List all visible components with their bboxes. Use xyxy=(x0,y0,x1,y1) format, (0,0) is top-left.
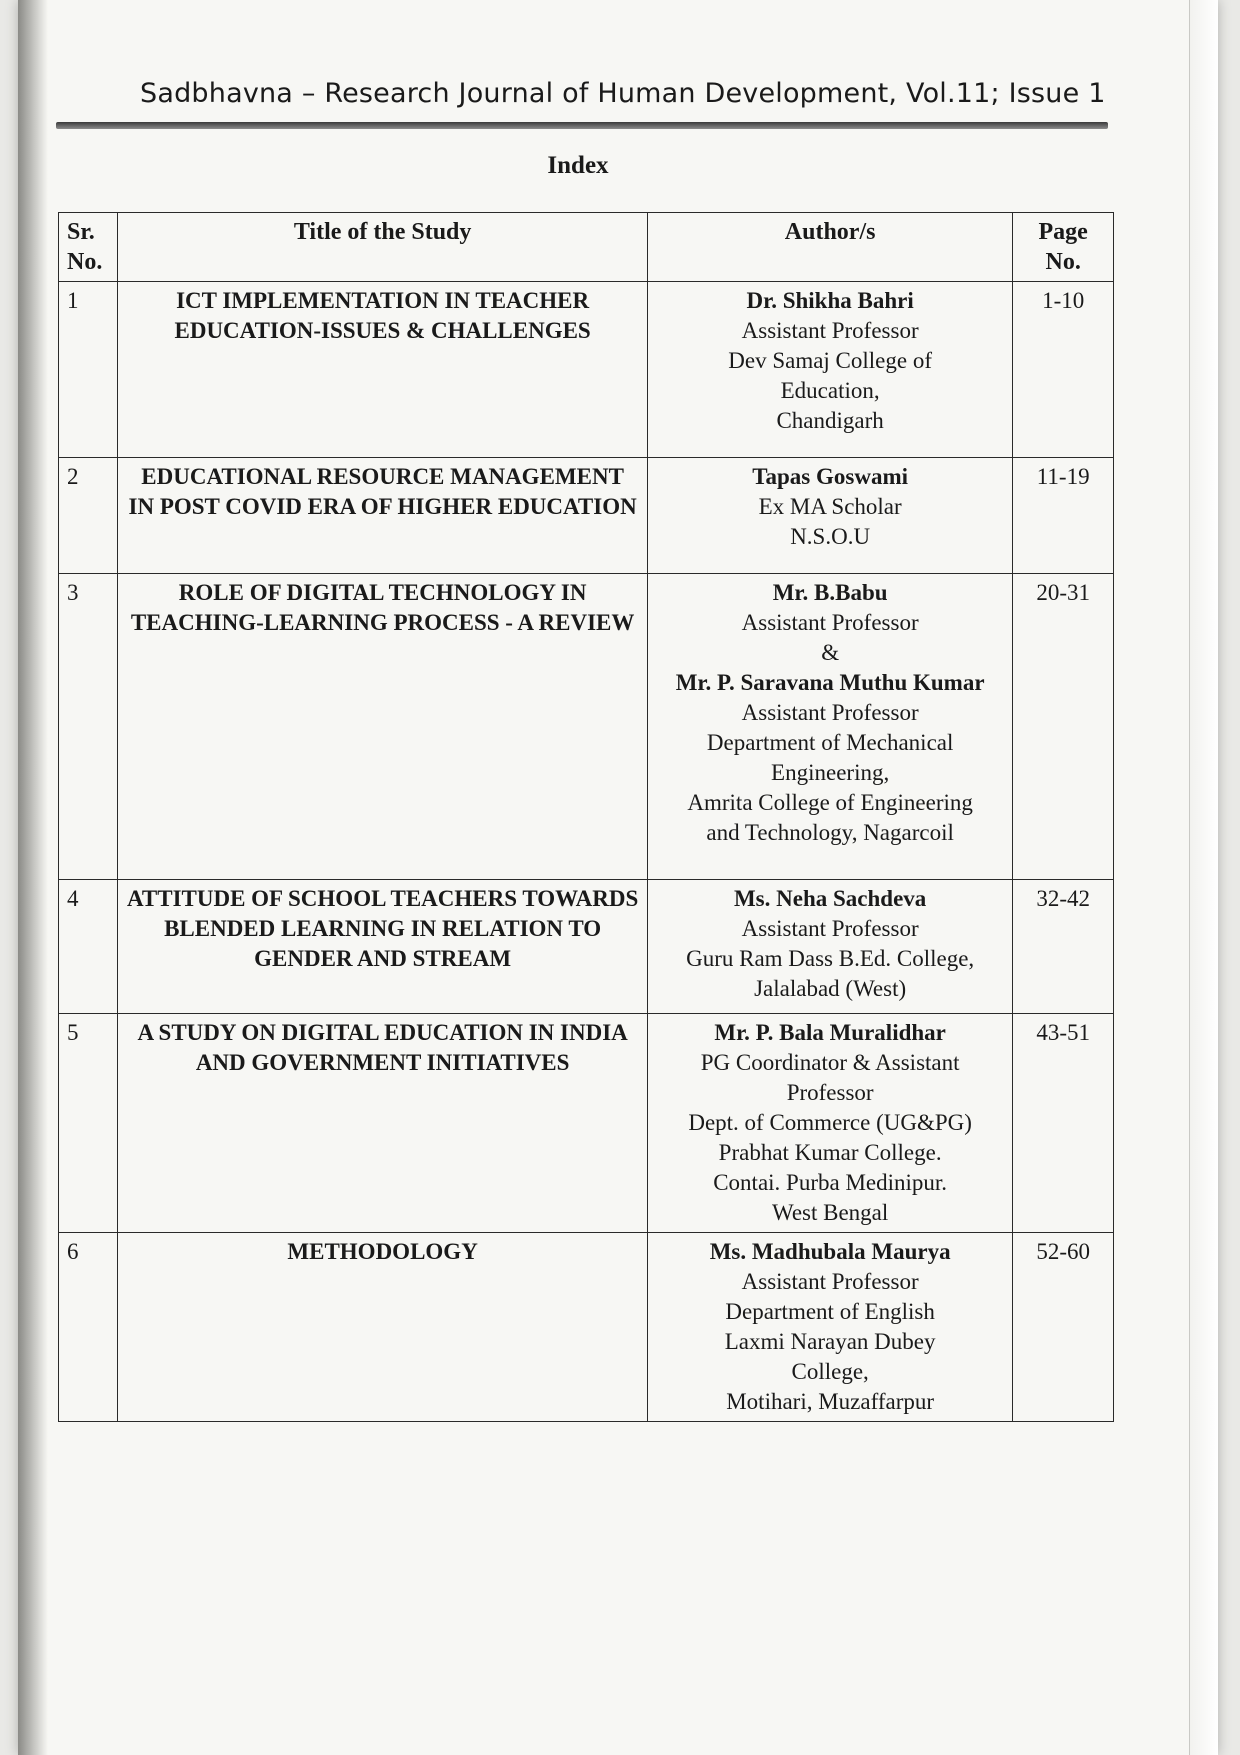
author-affiliation-line: Laxmi Narayan Dubey xyxy=(724,1329,936,1354)
journal-header: Sadbhavna – Research Journal of Human Development, Vol.11; Issue 1 xyxy=(140,78,1106,109)
study-title: A STUDY ON DIGITAL EDUCATION IN INDIA AND GOVERNMENT INITIATIVES xyxy=(118,1014,648,1233)
header-divider xyxy=(56,122,1108,129)
author-name: Ms. Madhubala Maurya xyxy=(709,1239,951,1264)
author-affiliation-line: N.S.O.U xyxy=(790,524,871,549)
table-row xyxy=(59,282,1114,458)
study-title: ATTITUDE OF SCHOOL TEACHERS TOWARDS BLENDED LEARNING IN RELATION TO GENDER AND STREAM xyxy=(118,880,648,1014)
author-affiliation-line: Assistant Professor xyxy=(741,1269,919,1294)
document-page xyxy=(18,0,1218,1755)
study-title: ICT IMPLEMENTATION IN TEACHER EDUCATION-ISSUES & CHALLENGES xyxy=(118,282,648,458)
serial-number: 2 xyxy=(59,458,118,574)
author-affiliation-line: West Bengal xyxy=(771,1200,889,1225)
author-name: Dr. Shikha Bahri xyxy=(746,288,914,313)
author-name: Mr. P. Bala Muralidhar xyxy=(714,1020,946,1045)
author-affiliation-line: Amrita College of Engineering xyxy=(687,790,973,815)
column-header-sr-no: Sr. No. xyxy=(59,213,118,282)
column-header-title: Title of the Study xyxy=(118,213,648,282)
author-name: Mr. P. Saravana Muthu Kumar xyxy=(675,670,985,695)
author-affiliation-line: Assistant Professor xyxy=(741,610,919,635)
page-range: 32-42 xyxy=(1013,880,1114,1014)
author-affiliation-line: Motihari, Muzaffarpur xyxy=(726,1389,935,1414)
column-header-page-no: Page No. xyxy=(1013,213,1114,282)
index-table xyxy=(58,212,1114,1422)
serial-number: 5 xyxy=(59,1014,118,1233)
serial-number: 4 xyxy=(59,880,118,1014)
table-row xyxy=(59,1014,1114,1233)
table-header-row xyxy=(59,213,1114,282)
author-affiliation-line: Education, xyxy=(780,378,880,403)
table-row xyxy=(59,574,1114,880)
page-right-edge xyxy=(1189,0,1218,1755)
page-range: 11-19 xyxy=(1013,458,1114,574)
table-row xyxy=(59,1233,1114,1422)
authors-cell xyxy=(647,880,1012,1014)
page-range: 1-10 xyxy=(1013,282,1114,458)
index-heading: Index xyxy=(547,152,609,179)
study-title: ROLE OF DIGITAL TECHNOLOGY IN TEACHING-LEARNING PROCESS - A REVIEW xyxy=(118,574,648,880)
author-affiliation-line: Assistant Professor xyxy=(741,700,919,725)
serial-number: 3 xyxy=(59,574,118,880)
author-affiliation-line: Prabhat Kumar College. xyxy=(718,1140,942,1165)
table-body xyxy=(59,282,1114,1422)
author-affiliation-line: Professor xyxy=(786,1080,874,1105)
author-affiliation-line: Engineering, xyxy=(771,760,890,785)
author-name: Mr. B.Babu xyxy=(772,580,888,605)
authors-cell xyxy=(647,282,1012,458)
author-name: Tapas Goswami xyxy=(752,464,908,489)
author-affiliation-line: Department of Mechanical xyxy=(706,730,954,755)
author-affiliation-line: Ex MA Scholar xyxy=(758,494,902,519)
page-range: 20-31 xyxy=(1013,574,1114,880)
author-name: Ms. Neha Sachdeva xyxy=(733,886,927,911)
author-affiliation-line: PG Coordinator & Assistant xyxy=(700,1050,960,1075)
author-affiliation-line: College, xyxy=(791,1359,869,1384)
author-affiliation-line: Assistant Professor xyxy=(741,318,919,343)
author-separator: & xyxy=(821,640,840,665)
author-affiliation-line: Assistant Professor xyxy=(741,916,919,941)
author-affiliation-line: Contai. Purba Medinipur. xyxy=(713,1170,948,1195)
author-affiliation-line: Jalalabad (West) xyxy=(754,976,907,1001)
author-affiliation-line: Chandigarh xyxy=(776,408,884,433)
page-range: 52-60 xyxy=(1013,1233,1114,1422)
authors-cell xyxy=(647,1014,1012,1233)
table-row xyxy=(59,880,1114,1014)
author-affiliation-line: Dev Samaj College of xyxy=(728,348,933,373)
author-affiliation-line: Dept. of Commerce (UG&PG) xyxy=(688,1110,972,1135)
serial-number: 1 xyxy=(59,282,118,458)
table-row xyxy=(59,458,1114,574)
study-title: METHODOLOGY xyxy=(118,1233,648,1422)
study-title: EDUCATIONAL RESOURCE MANAGEMENT IN POST COVID ERA OF HIGHER EDUCATION xyxy=(118,458,648,574)
authors-cell xyxy=(647,1233,1012,1422)
author-affiliation-line: and Technology, Nagarcoil xyxy=(706,820,954,845)
author-affiliation-line: Department of English xyxy=(725,1299,935,1324)
authors-cell xyxy=(647,458,1012,574)
page-range: 43-51 xyxy=(1013,1014,1114,1233)
serial-number: 6 xyxy=(59,1233,118,1422)
column-header-authors: Author/s xyxy=(647,213,1012,282)
page-binding-shadow xyxy=(18,0,48,1755)
authors-cell xyxy=(647,574,1012,880)
author-affiliation-line: Guru Ram Dass B.Ed. College, xyxy=(686,946,975,971)
